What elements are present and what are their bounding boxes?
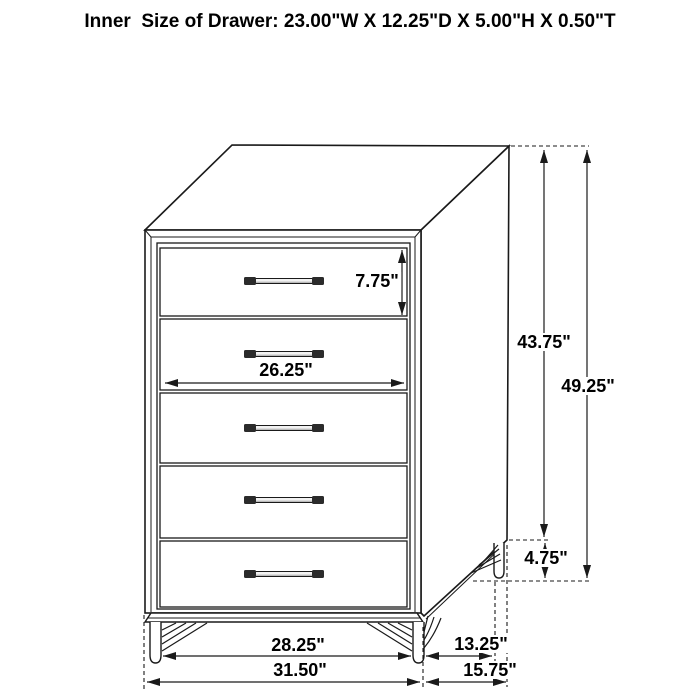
page-title: Inner Size of Drawer: 23.00"W X 12.25"D X 5.00"H X 0.50"T (84, 11, 616, 32)
cabinet-body (145, 145, 509, 663)
label-side-leg-span: 13.25" (454, 634, 508, 654)
front-left-leg (150, 622, 161, 663)
drawer-5-handle (244, 570, 324, 578)
drawer-1-handle (244, 277, 324, 285)
label-cabinet-body-height: 43.75" (517, 332, 571, 352)
label-leg-height: 4.75" (524, 548, 568, 568)
label-drawer-front-height: 7.75" (355, 271, 399, 291)
label-drawer-face-width: 26.25" (259, 360, 313, 380)
label-overall-width: 31.50" (273, 660, 327, 680)
label-overall-height: 49.25" (561, 376, 615, 396)
drawer-4-handle (244, 496, 324, 504)
base-molding (145, 613, 423, 622)
drawer-3-handle (244, 424, 324, 432)
front-right-leg (413, 622, 424, 663)
drawer-2-handle (244, 350, 324, 358)
label-front-leg-span: 28.25" (271, 635, 325, 655)
label-overall-depth: 15.75" (463, 660, 517, 680)
